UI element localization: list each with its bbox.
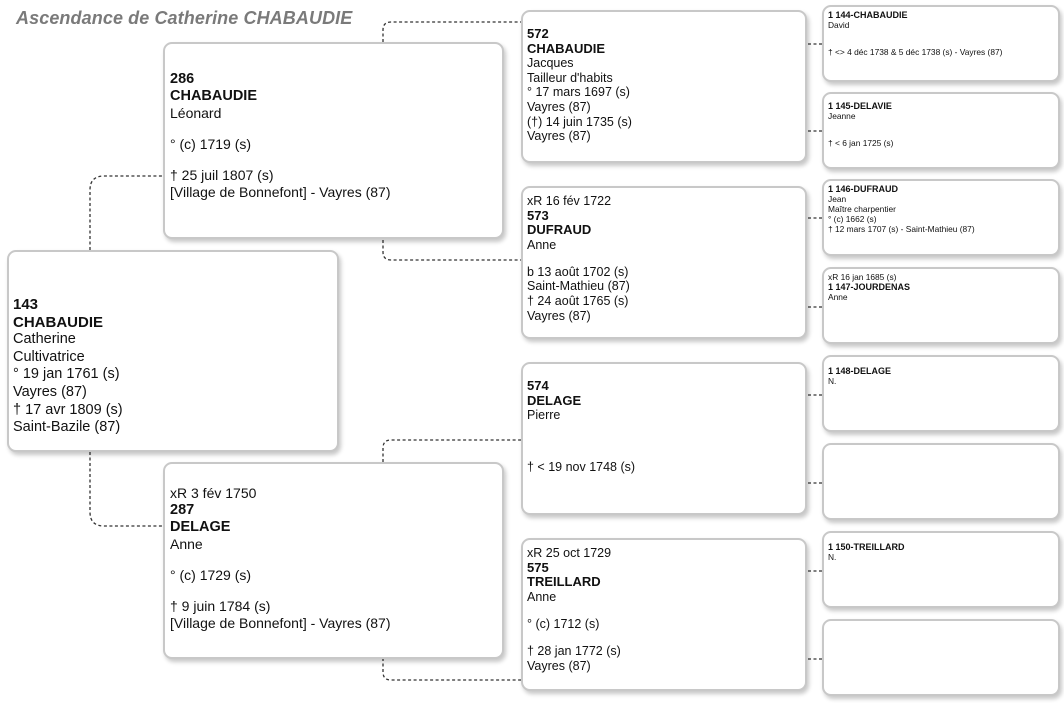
- person-number: 573: [527, 207, 549, 223]
- person-death-place: Vayres (87): [527, 308, 591, 323]
- person-death-place: [Village de Bonnefont] - Vayres (87): [170, 184, 391, 200]
- person-birth: ° (c) 1729 (s): [170, 567, 252, 583]
- person-box-287[interactable]: [163, 462, 504, 659]
- person-heading: 1 147-JOURDENAS: [828, 282, 911, 292]
- person-box-575[interactable]: [521, 538, 807, 691]
- person-box-1145[interactable]: [822, 92, 1060, 169]
- person-death: † 25 juil 1807 (s): [170, 167, 274, 183]
- person-box-143[interactable]: [7, 250, 339, 452]
- person-surname: TREILLARD: [527, 574, 601, 590]
- person-heading: 1 145-DELAVIE: [828, 101, 892, 111]
- person-death: † 12 mars 1707 (s) - Saint-Mathieu (87): [828, 224, 975, 234]
- person-given-name: Jean: [828, 194, 847, 204]
- person-death: † 28 jan 1772 (s): [527, 643, 621, 658]
- person-given-name: David: [828, 20, 850, 30]
- marriage-info: xR 16 fév 1722: [527, 194, 612, 208]
- connector-143-286: [90, 176, 163, 250]
- person-birth: ° 19 jan 1761 (s): [13, 366, 120, 383]
- person-number: 143: [13, 296, 39, 313]
- person-birth-place: Vayres (87): [527, 99, 591, 114]
- person-given-name: N.: [828, 376, 837, 386]
- person-birth-place: Vayres (87): [13, 383, 87, 400]
- person-box-573[interactable]: [521, 186, 807, 339]
- person-death-place: Vayres (87): [527, 658, 591, 673]
- person-given-name: N.: [828, 552, 837, 562]
- person-surname: CHABAUDIE: [170, 88, 257, 104]
- person-occupation: Maître charpentier: [828, 204, 896, 214]
- person-box-574[interactable]: [521, 362, 807, 515]
- person-given-name: Anne: [527, 589, 557, 604]
- marriage-info: xR 16 jan 1685 (s): [828, 272, 897, 282]
- person-given-name: Anne: [527, 237, 557, 252]
- person-death: † 24 août 1765 (s): [527, 294, 629, 309]
- person-birth: ° (c) 1719 (s): [170, 136, 252, 152]
- person-occupation: Tailleur d'habits: [527, 70, 613, 85]
- person-surname: CHABAUDIE: [13, 313, 103, 331]
- person-box-572[interactable]: [521, 10, 807, 163]
- person-number: 575: [527, 559, 549, 575]
- person-given-name: Pierre: [527, 408, 561, 423]
- person-surname: DELAGE: [527, 392, 582, 408]
- connector-286-572: [383, 22, 521, 42]
- person-surname: DELAGE: [170, 519, 231, 535]
- person-death-place: Saint-Bazile (87): [13, 419, 121, 436]
- person-death: † < 6 jan 1725 (s): [828, 137, 894, 148]
- person-box-1147[interactable]: [822, 267, 1060, 344]
- person-box-empty-1149[interactable]: [822, 443, 1060, 520]
- person-given-name: Anne: [828, 292, 848, 302]
- marriage-info: xR 3 fév 1750: [170, 485, 257, 501]
- person-surname: DUFRAUD: [527, 222, 592, 238]
- person-given-name: Jeanne: [828, 111, 856, 121]
- page-title: Ascendance de Catherine CHABAUDIE: [16, 8, 353, 28]
- person-heading: 1 146-DUFRAUD: [828, 184, 899, 194]
- person-box-1144[interactable]: [822, 5, 1060, 82]
- person-birth: ° (c) 1662 (s): [828, 214, 877, 224]
- person-birth: b 13 août 1702 (s): [527, 264, 629, 279]
- connector-286-573: [383, 240, 521, 260]
- marriage-info: xR 25 oct 1729: [527, 546, 612, 560]
- person-box-1150[interactable]: [822, 531, 1060, 608]
- person-heading: 1 150-TREILLARD: [828, 542, 905, 552]
- person-box-empty-1151[interactable]: [822, 619, 1060, 696]
- person-death: † < 19 nov 1748 (s): [527, 460, 636, 475]
- person-death: † <> 4 déc 1738 & 5 déc 1738 (s) - Vayres (87): [828, 46, 1003, 57]
- person-number: 286: [170, 71, 195, 87]
- person-box-1148[interactable]: [822, 355, 1060, 432]
- connector-287-575: [383, 658, 521, 680]
- person-box-286[interactable]: [163, 42, 504, 239]
- person-birth: ° 17 mars 1697 (s): [527, 85, 630, 100]
- person-heading: 1 148-DELAGE: [828, 366, 892, 376]
- person-given-name: Jacques: [527, 56, 574, 71]
- person-number: 572: [527, 26, 549, 41]
- person-given-name: Catherine: [13, 331, 76, 348]
- person-death: † 17 avr 1809 (s): [13, 401, 123, 418]
- person-number: 287: [170, 502, 195, 518]
- person-birth-place: Saint-Mathieu (87): [527, 279, 630, 294]
- person-heading: 1 144-CHABAUDIE: [828, 10, 908, 20]
- person-occupation: Cultivatrice: [13, 348, 85, 365]
- person-death-place: [Village de Bonnefont] - Vayres (87): [170, 615, 391, 631]
- person-death: (†) 14 juin 1735 (s): [527, 114, 632, 129]
- person-death-place: Vayres (87): [527, 129, 591, 144]
- connector-143-287: [90, 452, 163, 526]
- person-birth: ° (c) 1712 (s): [527, 616, 600, 631]
- person-given-name: Anne: [170, 536, 203, 552]
- person-death: † 9 juin 1784 (s): [170, 598, 271, 614]
- person-box-1146[interactable]: [822, 179, 1060, 256]
- person-number: 574: [527, 378, 549, 393]
- person-surname: CHABAUDIE: [527, 40, 605, 56]
- person-given-name: Léonard: [170, 105, 222, 121]
- connector-287-574: [383, 440, 521, 462]
